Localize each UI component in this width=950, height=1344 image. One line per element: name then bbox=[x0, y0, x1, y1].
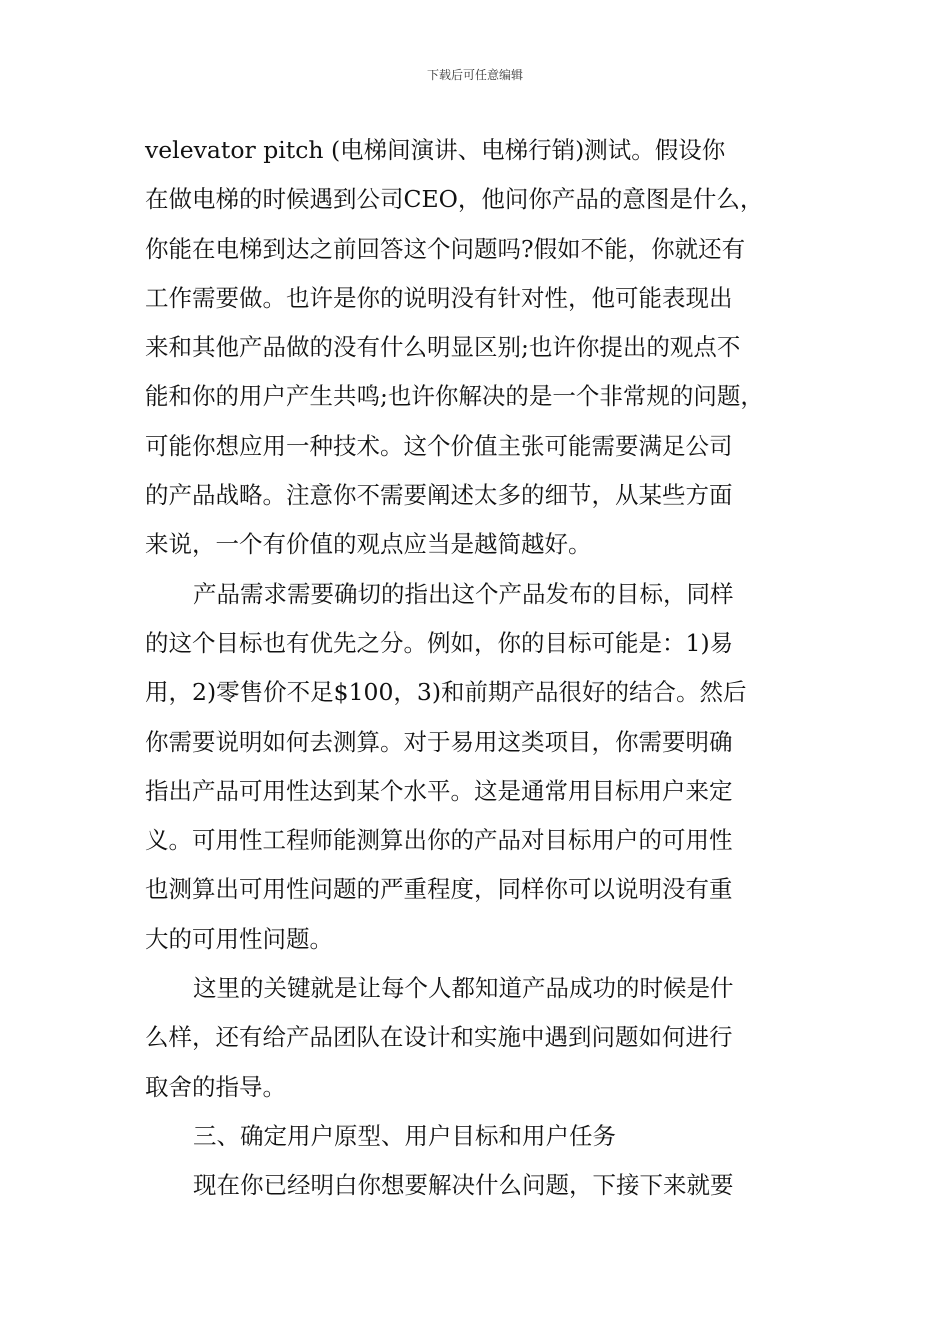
text-line: 用，2)零售价不足$100，3)和前期产品很好的结合。然后 bbox=[145, 678, 747, 707]
text-line: 也测算出可用性问题的严重程度，同样你可以说明没有重 bbox=[145, 875, 733, 904]
text-line: 可能你想应用一种技术。这个价值主张可能需要满足公司 bbox=[145, 431, 733, 460]
text-line: 能和你的用户产生共鸣;也许你解决的是一个非常规的问题， bbox=[145, 382, 764, 411]
text-line: 么样，还有给产品团队在设计和实施中遇到问题如何进行 bbox=[145, 1023, 733, 1052]
text-line: 工作需要做。也许是你的说明没有针对性，他可能表现出 bbox=[145, 283, 733, 312]
text-line: 的这个目标也有优先之分。例如，你的目标可能是：1)易 bbox=[145, 628, 734, 657]
paragraph-start-line: 这里的关键就是让每个人都知道产品成功的时候是什 bbox=[193, 974, 734, 1003]
text-line: 来说，一个有价值的观点应当是越简越好。 bbox=[145, 530, 592, 559]
text-line: 你需要说明如何去测算。对于易用这类项目，你需要明确 bbox=[145, 727, 733, 756]
text-line: 你能在电梯到达之前回答这个问题吗?假如不能，你就还有 bbox=[145, 234, 746, 263]
text-line: 在做电梯的时候遇到公司CEO，他问你产品的意图是什么， bbox=[145, 185, 764, 214]
document-body bbox=[145, 126, 825, 1211]
section-heading: 三、确定用户原型、用户目标和用户任务 bbox=[193, 1121, 616, 1150]
text-line: 大的可用性问题。 bbox=[145, 924, 333, 953]
paragraph-start-line: 现在你已经明白你想要解决什么问题，下接下来就要 bbox=[193, 1171, 734, 1200]
text-line: velevator pitch (电梯间演讲、电梯行销)测试。假设你 bbox=[145, 136, 726, 164]
text-line: 义。可用性工程师能测算出你的产品对目标用户的可用性 bbox=[145, 826, 733, 855]
text-line: 取舍的指导。 bbox=[145, 1072, 286, 1101]
text-line: 来和其他产品做的没有什么明显区别;也许你提出的观点不 bbox=[145, 333, 741, 362]
page-header-note: 下载后可任意编辑 bbox=[426, 68, 523, 82]
text-line: 的产品战略。注意你不需要阐述太多的细节，从某些方面 bbox=[145, 481, 733, 510]
text-line: 指出产品可用性达到某个水平。这是通常用目标用户来定 bbox=[145, 776, 733, 805]
paragraph-start-line: 产品需求需要确切的指出这个产品发布的目标，同样 bbox=[193, 579, 734, 608]
